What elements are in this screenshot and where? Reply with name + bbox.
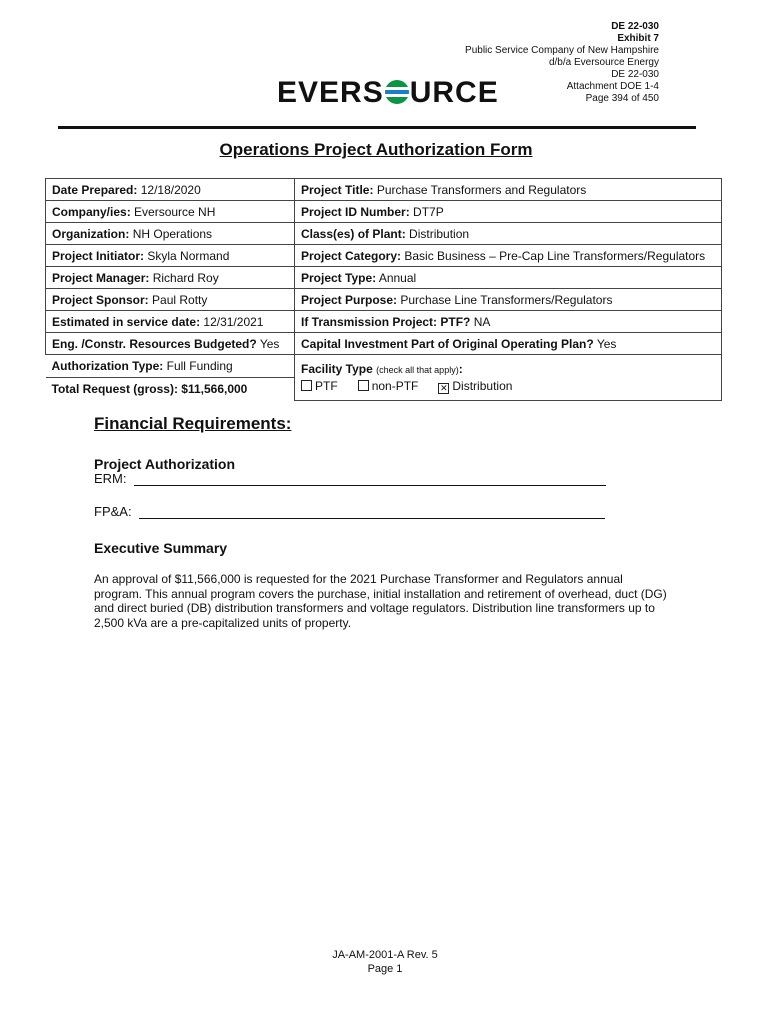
left-cell [46,333,295,355]
left-label: Project Initiator: [52,248,145,263]
right-value: DT7P [413,204,444,219]
auth-total-cell [46,355,295,401]
attachment-label: Attachment DOE 1-4 [566,81,659,92]
right-cell [295,223,722,245]
project-authorization-heading: Project Authorization [94,456,236,472]
executive-summary-text: An approval of $11,566,000 is requested for the 2021 Purchase Transformer and Regulators annual program. This annual program covers the purchase, initial installation and retirement of overhead, duct (DG) and direct buried (DB) distribution transformers and voltage regulators. Distribution line transformers up to 2,500 kVa are a pre-capitalized units of property. [94,572,667,630]
right-value: Basic Business – Pre-Cap Line Transformers/Regulators [404,248,706,263]
left-value: Eversource NH [134,204,216,219]
dba-name: d/b/a Eversource Energy [548,57,659,68]
left-label: Eng. /Constr. Resources Budgeted? [52,336,257,351]
right-cell [295,289,722,311]
facility-option-distribution[interactable]: ✕ Distribution [440,378,513,393]
company-name: Public Service Company of New Hampshire [465,45,659,56]
right-label: Class(es) of Plant: [301,226,406,241]
left-label: Project Sponsor: [52,292,149,307]
executive-summary-heading: Executive Summary [94,540,228,556]
table-row [46,289,722,311]
fpa-input[interactable] [139,504,605,519]
authorization-type: Authorization Type: Full Funding [51,359,233,373]
left-label: Company/ies: [52,204,131,219]
left-cell [46,179,295,201]
project-info-table [45,178,722,401]
right-value: Yes [596,336,617,351]
right-cell [295,311,722,333]
right-value: Distribution [409,226,470,241]
right-value: Purchase Line Transformers/Regulators [400,292,613,307]
exhibit-number: Exhibit 7 [617,33,659,44]
left-value: 12/18/2020 [140,182,201,197]
form-title: Operations Project Authorization Form [219,140,533,159]
facility-type-hint: (check all that apply) [376,364,459,375]
fpa-signature-line [94,504,605,519]
right-label: Capital Investment Part of Original Operating Plan? [301,336,594,351]
facility-type-label: Facility Type [301,361,373,376]
left-cell [46,289,295,311]
right-label: Project Category: [301,248,402,263]
docket-number: DE 22-030 [611,21,659,32]
left-value: Skyla Normand [147,248,230,263]
left-label: Project Manager: [52,270,150,285]
facility-type-cell: Facility Type (check all that apply): PTF non-PTF ✕ Distribution [295,355,722,401]
page-count: Page 394 of 450 [585,93,659,104]
erm-label: ERM: [94,471,127,486]
logo-text-2: URCE [409,76,499,109]
left-value: Richard Roy [152,270,219,285]
logo-o-icon [385,80,409,104]
left-cell [46,311,295,333]
table-row [46,245,722,267]
facility-option-non-ptf[interactable]: non-PTF [358,379,419,393]
left-value: Paul Rotty [152,292,208,307]
left-cell [46,201,295,223]
right-cell [295,333,722,355]
left-value: NH Operations [132,226,213,241]
left-label: Organization: [52,226,130,241]
eversource-logo [277,76,499,110]
right-label: Project Type: [301,270,377,285]
table-row [46,355,722,401]
left-value: Yes [259,336,280,351]
form-number: JA-AM-2001-A Rev. 5 [332,949,438,961]
table-row [46,311,722,333]
table-row [46,201,722,223]
right-cell [295,245,722,267]
right-cell [295,179,722,201]
right-value: Annual [378,270,417,285]
right-label: Project ID Number: [301,204,410,219]
checkbox-icon[interactable] [358,380,369,391]
checkbox-checked-icon[interactable]: ✕ [440,382,448,393]
right-cell [295,267,722,289]
right-cell [295,201,722,223]
page-footer [0,948,770,976]
table-row [46,333,722,355]
right-label: If Transmission Project: PTF? [301,314,471,329]
total-request: Total Request (gross): $11,566,000 [46,377,295,400]
table-row [46,223,722,245]
page-number: Page 1 [367,963,403,975]
right-label: Project Title: [301,182,374,197]
financial-requirements-heading: Financial Requirements: [94,414,292,433]
fpa-label: FP&A: [94,504,132,519]
header-rule [58,126,696,129]
left-value: 12/31/2021 [203,314,264,329]
checkbox-icon[interactable] [301,380,312,391]
right-label: Project Purpose: [301,292,398,307]
facility-options [301,378,715,394]
erm-signature-line [94,471,606,486]
table-row [46,267,722,289]
table-row [46,179,722,201]
right-value: Purchase Transformers and Regulators [376,182,587,197]
left-cell [46,245,295,267]
left-cell [46,267,295,289]
facility-option-ptf[interactable]: PTF [301,379,338,393]
docket-number-2: DE 22-030 [611,69,659,80]
left-label: Date Prepared: [52,182,138,197]
left-cell [46,223,295,245]
left-label: Estimated in service date: [52,314,201,329]
right-value: NA [473,314,491,329]
logo-text-1: EVERS [277,76,384,109]
erm-input[interactable] [134,471,606,486]
